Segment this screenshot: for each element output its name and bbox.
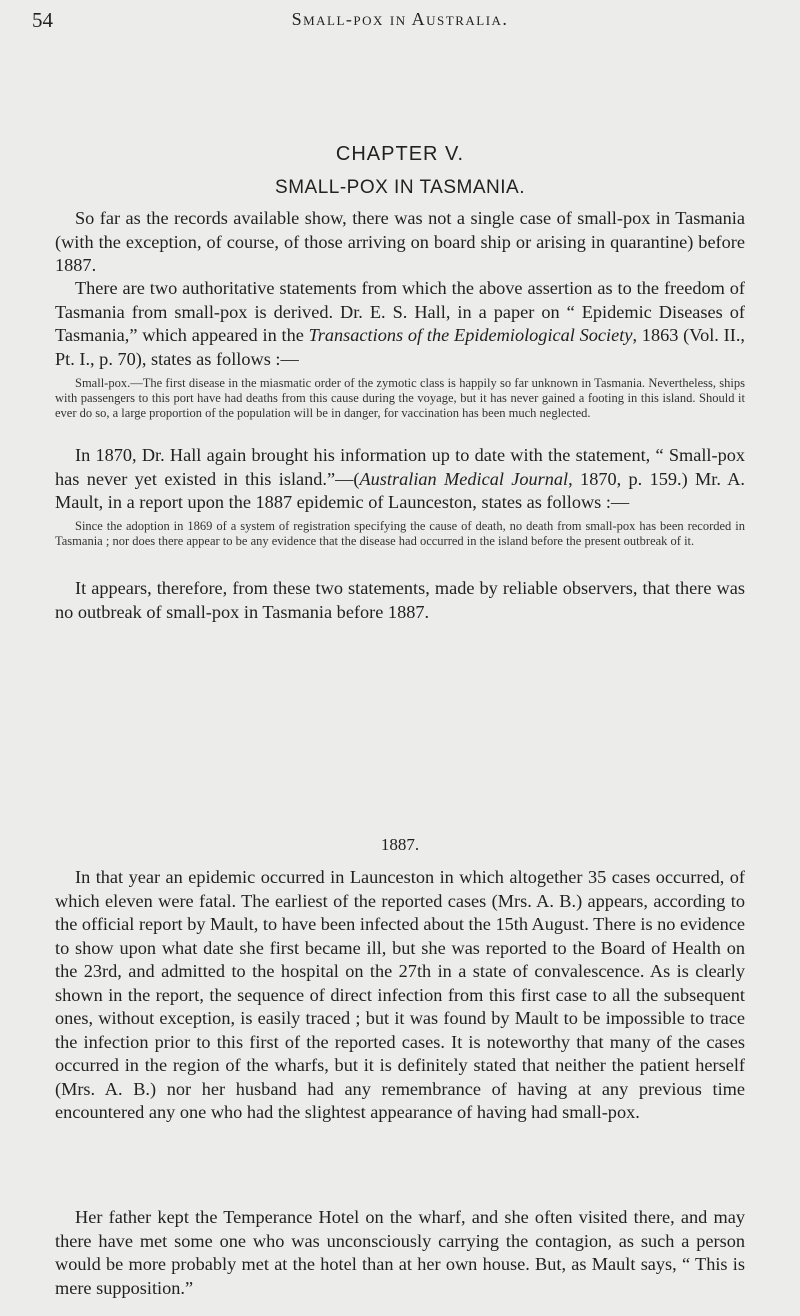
quote-hall: Small-pox.—The first disease in the miasmatic order of the zymotic class is happily so far unknown in Tasmania. Nevertheless, ships with passengers to this port have had deaths from this cause during the voyage, but it has never gained a footing in this island. Should it ever do so, a large proportion of the population will be in danger, for vaccination has been much neglected. [55,376,745,420]
journal-title: Australian Medical Journal [359,468,569,489]
paragraph-text: Her father kept the Temperance Hotel on the wharf, and she often visited there, and may there have met some one who was unconsciously carrying the contagion, as such a person would be more probably met at the hotel than at her own house. But, as Mault says, “ This is mere supposition.” [55,1207,745,1298]
running-title: Small-pox in Australia. [291,9,509,29]
paragraph-text: In 1870, Dr. Hall again brought his information up to date with the statement, “ Small-pox has never yet existed in this island.”—( [55,445,745,489]
paragraph-text: So far as the records available show, there was not a single case of small-pox in Tasmania (with the exception, of course, of those arriving on board ship or arising in quarantine) before 1887. [55,208,745,275]
paragraph-hall-1870 [55,444,745,515]
journal-title: Transactions of the Epidemiological Society [308,325,633,345]
chapter-title: SMALL-POX IN TASMANIA. [275,177,525,198]
paragraph-text: In that year an epidemic occurred in Launceston in which altogether 35 cases occurred, of which eleven were fatal. The earliest of the reported cases (Mrs. A. B.) appears, according to the official report by Mault, to have been infected about the 15th August. There is no evidence to show upon what date she first became ill, but she was reported to the Board of Health on the 23rd, and admitted to the hospital on the 27th in a state of convalescence. As is clearly shown in the report, the sequence of direct infection from this first case to all the subsequent ones, without exception, is easily traced ; but it was found by Mault to be impossible to trace the infection prior to this first of the reported cases. It is noteworthy that many of the cases occurred in the region of the wharfs, but it is definitely stated that neither the patient herself (Mrs. A. B.) nor her husband had any remembrance of having at any previous time encountered any one who had the slightest appearance of having had small-pox. [55,867,745,1122]
paragraph-authorities [55,277,745,371]
paragraph-hotel [55,1206,745,1300]
paragraph-text: , 1870, p. 159.) Mr. A. Mault, in a report upon the 1887 epidemic of Launceston, states as follows :— [55,468,746,512]
paragraph-text: It appears, therefore, from these two statements, made by reliable observers, that there was no outbreak of small-pox in Tasmania before 1887. [55,578,745,622]
paragraph-epidemic [55,866,745,1125]
page-number: 54 [32,8,53,32]
paragraph-intro [55,207,745,278]
quote-mault: Since the adoption in 1869 of a system of registration specifying the cause of death, no death from small-pox has been recorded in Tasmania ; nor does there appear to be any evidence that the disease had occurred in the island before the present outbreak of it. [55,519,745,548]
chapter-label: CHAPTER V. [335,143,465,165]
paragraph-text: There are two authoritative statements from which the above assertion as to the freedom of Tasmania from small-pox is derived. Dr. E. S. Hall, in a paper on “ Epidemic Diseases of Tasmania,” which appeared in the [55,278,745,345]
running-head [32,8,768,38]
paragraph-conclusion [55,577,745,624]
section-heading-1887: 1887. [380,835,420,854]
paragraph-text: , 1863 (Vol. II., Pt. I., p. 70), states as follows :— [55,325,745,369]
